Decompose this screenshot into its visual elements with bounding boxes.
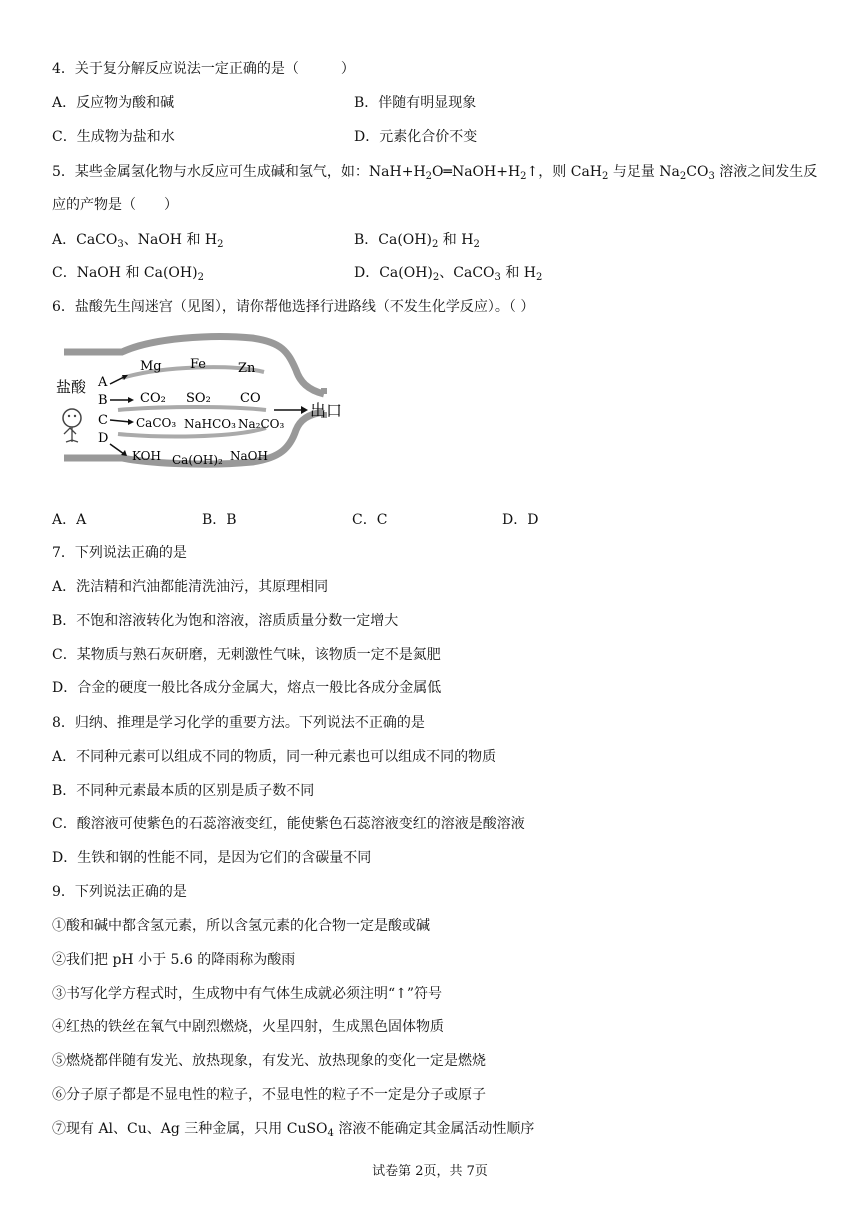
route-c-item-3: Na₂CO₃ (238, 417, 285, 431)
q7-option-a: A．洗洁精和汽油都能清洗油污，其原理相同 (52, 579, 329, 595)
q6-option-d: D．D (502, 512, 539, 528)
q8-option-d: D．生铁和钢的性能不同，是因为它们的含碳量不同 (52, 850, 372, 866)
route-d-item-3: NaOH (230, 449, 268, 463)
hcl-label: 盐酸 (56, 378, 87, 396)
route-label-b: B (98, 393, 108, 408)
q4-option-b: B．伴随有明显现象 (354, 95, 477, 111)
q8-option-b: B．不同种元素最本质的区别是质子数不同 (52, 783, 315, 799)
q9-statement-6: ⑥分子原子都是不显电性的粒子，不显电性的粒子不一定是分子或原子 (52, 1087, 486, 1103)
route-d-item-1: KOH (132, 449, 161, 463)
hcl-character-icon (63, 409, 81, 427)
q7-option-d: D．合金的硬度一般比各成分金属大，熔点一般比各成分金属低 (52, 680, 442, 696)
q9-statement-3: ③书写化学方程式时，生成物中有气体生成就必须注明“↑”符号 (52, 986, 443, 1002)
q5-stem: 5．某些金属氢化物与水反应可生成碱和氢气，如：$NaH+H_2O═NaOH+H_2↑$，则 CaH$_2$ 与足量 $Na_2CO_3$ 溶液之间发生反 (52, 164, 818, 182)
q4-option-a: A．反应物为酸和碱 (52, 95, 175, 111)
route-b-item-2: SO₂ (186, 391, 211, 406)
page-footer: 试卷第 2页，共 7页 (372, 1164, 488, 1179)
q7-stem: 7．下列说法正确的是 (52, 545, 187, 561)
q9-statement-2: ②我们把 pH 小于 5.6 的降雨称为酸雨 (52, 952, 296, 968)
q8-option-a: A．不同种元素可以组成不同的物质，同一种元素也可以组成不同的物质 (52, 749, 497, 765)
route-label-a: A (98, 375, 108, 390)
q5-option-d: D．$Ca(OH)_2$、CaCO$_3$ 和 $H_2$ (354, 265, 543, 283)
q4-option-c: C．生成物为盐和水 (52, 129, 175, 145)
q6-option-b: B．B (202, 512, 237, 528)
q4-stem: 4．关于复分解反应说法一定正确的是（ ） (52, 61, 355, 77)
q5-option-b: B．$Ca(OH)_2$ 和 $H_2$ (354, 232, 480, 250)
q9-statement-7: ⑦现有 Al、Cu、Ag 三种金属，只用 CuSO$_4$ 溶液不能确定其金属活动性顺序 (52, 1121, 535, 1139)
q6-option-c: C．C (352, 512, 388, 528)
q7-option-c: C．某物质与熟石灰研磨，无刺激性气味，该物质一定不是氮肥 (52, 647, 441, 663)
maze-divider-2 (118, 407, 266, 410)
route-d-item-2: Ca(OH)₂ (172, 453, 223, 467)
q4-option-d: D．元素化合价不变 (354, 129, 478, 145)
route-c-item-2: NaHCO₃ (184, 417, 236, 431)
q5-option-a: A．CaCO$_3$、NaOH 和 $H_2$ (52, 232, 224, 250)
q7-option-b: B．不饱和溶液转化为饱和溶液，溶质质量分数一定增大 (52, 613, 399, 629)
q5-option-c: C．NaOH 和 $Ca(OH)_2$ (52, 265, 204, 283)
q8-option-c: C．酸溶液可使紫色的石蕊溶液变红，能使紫色石蕊溶液变红的溶液是酸溶液 (52, 816, 525, 832)
q6-stem: 6．盐酸先生闯迷宫（见图），请你帮他选择行进路线（不发生化学反应）。（ ） (52, 299, 535, 315)
route-a-item-1: Mg (140, 359, 162, 374)
route-c-item-1: CaCO₃ (136, 416, 177, 430)
maze-figure (52, 330, 352, 470)
route-b-item-1: CO₂ (140, 391, 166, 406)
route-a-item-3: Zn (238, 361, 256, 376)
q5-stem-continued: 应的产物是（ ） (52, 197, 178, 213)
q8-stem: 8．归纳、推理是学习化学的重要方法。下列说法不正确的是 (52, 715, 425, 731)
route-label-c: C (98, 413, 108, 428)
route-b-item-3: CO (240, 391, 261, 406)
q9-statement-4: ④红热的铁丝在氧气中剧烈燃烧，火星四射，生成黑色固体物质 (52, 1019, 444, 1035)
q9-stem: 9．下列说法正确的是 (52, 884, 187, 900)
route-a-item-2: Fe (190, 357, 207, 372)
exit-label: 出口 (310, 401, 343, 420)
q9-statement-1: ①酸和碱中都含氢元素，所以含氢元素的化合物一定是酸或碱 (52, 918, 430, 934)
q6-option-a: A．A (52, 512, 87, 528)
q9-statement-5: ⑤燃烧都伴随有发光、放热现象，有发光、放热现象的变化一定是燃烧 (52, 1053, 486, 1069)
route-label-d: D (98, 431, 109, 446)
